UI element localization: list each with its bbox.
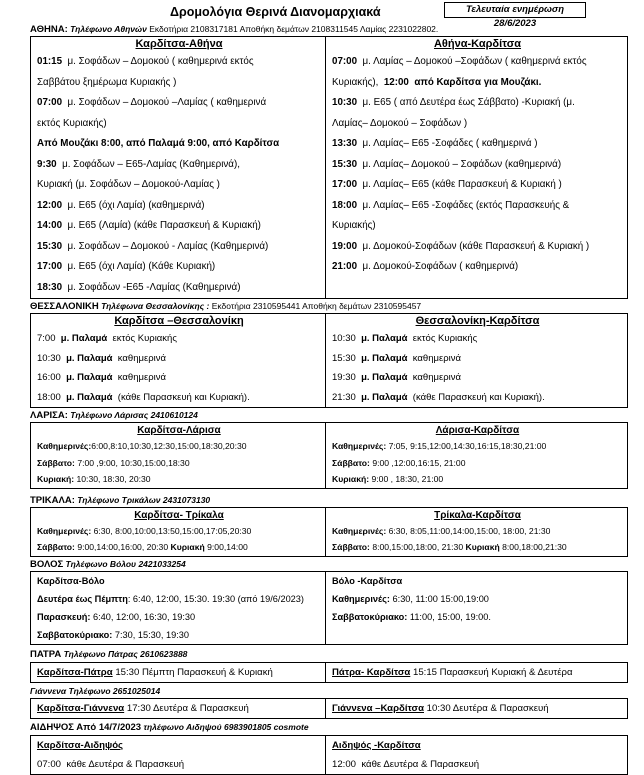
- route-row: 18:00 μ. Λαμίας– Ε65 -Σοφάδες (εκτός Παρασκευής &: [332, 199, 570, 211]
- athens-table: [30, 36, 628, 299]
- route-row: Από Μουζάκι 8:00, από Παλαμά 9:00, από Καρδίτσα: [37, 138, 280, 149]
- route-row: 10:30 μ. Ε65 ( από Δευτέρα έως Σάββατο) -Κυριακή (μ.: [332, 97, 575, 108]
- larisa-out-title: Καρδίτσα-Λάρισα: [137, 425, 221, 436]
- route-row: Σάββατο: 9:00 ,12:00,16:15, 21:00: [332, 457, 466, 468]
- trikala-table: [30, 507, 628, 557]
- route-row: Καθημερινές: 7:05, 9:15,12:00,14:30,16:15,18:30,21:00: [332, 441, 547, 451]
- larisa-table: [30, 422, 628, 489]
- route-row: Δευτέρα έως Πέμπτη: 6:40, 12:00, 15:30. 19:30 (από 19/6/2023): [37, 593, 304, 604]
- patra-out: Καρδίτσα-Πάτρα 15:30 Πέμπτη Παρασκευή & Κυριακή: [31, 662, 326, 682]
- route-row: 21:30 μ. Παλαμά (κάθε Παρασκευή και Κυριακή).: [332, 391, 545, 403]
- patra-in: Πάτρα- Καρδίτσα 15:15 Παρασκευή Κυριακή & Δευτέρα: [326, 662, 628, 682]
- athens-out-title: Καρδίτσα-Αθήνα: [135, 38, 223, 50]
- aidipsos-section-header: ΑΙΔΗΨΟΣ Από 14/7/2023 τηλέφωνο Αιδηψού 6983901805 cosmote: [30, 721, 309, 733]
- athens-section-header: [30, 22, 628, 36]
- aidipsos-in-title: Αιδηψός -Καρδίτσα: [332, 739, 421, 751]
- route-row: Λαμίας– Δομοκού – Σοφάδων ): [332, 117, 468, 129]
- aidipsos-table: [30, 735, 628, 775]
- thess-section-header: ΘΕΣΣΑΛΟΝΙΚΗ Τηλέφωνα Θεσσαλονίκης : Εκδοτήρια 2310595441 Αποθήκη δεμάτων 2310595457: [30, 301, 422, 312]
- route-row: 01:15 μ. Σοφάδων – Δομοκού ( καθημερινά εκτός: [37, 56, 254, 67]
- volos-in-title: Βόλο -Καρδίτσα: [332, 575, 403, 586]
- route-row: Καθημερινές: 6:30, 8:05,11:00,14:00,15:00, 18:00, 21:30: [332, 525, 551, 536]
- route-row: Κυριακή: 9:00 , 18:30, 21:00: [332, 474, 444, 484]
- larisa-in-title: Λάρισα-Καρδίτσα: [435, 425, 520, 436]
- route-row: Σάββατο: 8:00,15:00,18:00, 21:30 Κυριακή 8:00,18:00,21:30: [332, 542, 567, 552]
- route-row: 7:00 μ. Παλαμά εκτός Κυριακής: [37, 333, 177, 344]
- giannena-out: Καρδίτσα-Γιάννενα 17:30 Δευτέρα & Παρασκευή: [31, 698, 326, 718]
- thess-table: [30, 313, 628, 408]
- aidipsos-out-title: Καρδίτσα-Αιδηψός: [37, 739, 124, 751]
- route-row: Καθημερινές:6:00,8:10,10:30,12:30,15:00,18:30,20:30: [37, 441, 247, 451]
- route-row: 18:30 μ. Σοφάδων -Ε65 -Λαμίας (Καθημερινά): [37, 281, 241, 293]
- route-row: Σάββατο: 9:00,14:00,16:00, 20:30 Κυριακή 9:00,14:00: [37, 542, 248, 552]
- volos-out-title: Καρδίτσα-Βόλο: [37, 575, 105, 586]
- route-row: 14:00 μ. Ε65 (Λαμία) (κάθε Παρασκευή & Κυριακή): [37, 220, 261, 231]
- thess-out-title: Καρδίτσα –Θεσσαλονίκη: [114, 315, 244, 327]
- route-row: Καθημερινές: 6:30, 11:00 15:00,19:00: [332, 593, 489, 604]
- route-row: 17:00 μ. Λαμίας– Ε65 (κάθε Παρασκευή & Κυριακή ): [332, 179, 562, 190]
- route-row: 17:00 μ. Ε65 (όχι Λαμία) (Κάθε Κυριακή): [37, 261, 216, 272]
- route-row: 21:00 μ. Δομοκού-Σοφάδων ( καθημερινά): [332, 261, 519, 272]
- route-row: Σαββάτου ξημέρωμα Κυριακής ): [37, 76, 177, 88]
- route-row: 07:00 μ. Λαμίας – Δομοκού –Σοφάδων ( καθημερινά εκτός: [332, 56, 587, 67]
- page-title: Δρομολόγια Θερινά Διανομαρχιακά: [170, 5, 381, 19]
- route-row: 18:00 μ. Παλαμά (κάθε Παρασκευή και Κυριακή).: [37, 391, 250, 403]
- route-row: Παρασκευή: 6:40, 12:00, 16:30, 19:30: [37, 611, 196, 622]
- route-row: 10:30 μ. Παλαμά εκτός Κυριακής: [332, 333, 478, 344]
- trikala-in-title: Τρίκαλα-Καρδίτσα: [434, 509, 521, 521]
- trikala-out-title: Καρδίτσα- Τρίκαλα: [134, 509, 224, 521]
- route-row: Κυριακής), 12:00 από Καρδίτσα για Μουζάκι.: [332, 76, 542, 88]
- route-row: 07:00 κάθε Δευτέρα & Παρασκευή: [37, 758, 185, 770]
- giannena-table: [30, 698, 628, 719]
- giannena-section-header: Γιάννενα Τηλέφωνο 2651025014: [30, 685, 161, 696]
- volos-section-header: ΒΟΛΟΣ Τηλέφωνο Βόλου 2421033254: [30, 558, 186, 570]
- route-row: 12:00 μ. Ε65 (όχι Λαμία) (καθημερινά): [37, 199, 205, 211]
- route-row: 15:30 μ. Σοφάδων – Δομοκού - Λαμίας (Καθημερινά): [37, 240, 269, 252]
- thess-in-title: Θεσσαλονίκη-Καρδίτσα: [415, 315, 540, 327]
- athens-phone-label: Τηλέφωνο Αθηνών: [70, 24, 147, 34]
- route-row: Σαββατοκύριακο: 7:30, 15:30, 19:30: [37, 629, 189, 640]
- larisa-section-header: ΛΑΡΙΣΑ: Τηλέφωνο Λάρισας 2410610124: [30, 410, 198, 421]
- route-row: Καθημερινές: 6:30, 8:00,10:00,13:50,15:00,17:05,20:30: [37, 525, 252, 536]
- route-row: 15:30 μ. Παλαμά καθημερινά: [332, 352, 461, 364]
- patra-section-header: ΠΑΤΡΑ Τηλέφωνο Πάτρας 2610623888: [30, 648, 188, 660]
- athens-city: ΑΘΗΝΑ:: [30, 24, 68, 35]
- route-row: Κυριακή: 10:30, 18:30, 20:30: [37, 474, 151, 484]
- volos-table: [30, 571, 628, 645]
- route-row: Κυριακή (μ. Σοφάδων – Δομοκού-Λαμίας ): [37, 179, 220, 190]
- route-row: 19:00 μ. Δομοκού-Σοφάδων (κάθε Παρασκευή & Κυριακή ): [332, 240, 590, 252]
- athens-phones: Εκδοτήρια 2108317181 Αποθήκη δεμάτων 2108311545 Λαμίας 2231022802.: [149, 24, 439, 34]
- route-row: 19:30 μ. Παλαμά καθημερινά: [332, 372, 461, 383]
- last-updated-box: Τελευταία ενημέρωση 28/6/2023: [444, 2, 586, 18]
- athens-in-title: Αθήνα-Καρδίτσα: [433, 38, 522, 50]
- giannena-in: Γιάννενα –Καρδίτσα 10:30 Δευτέρα & Παρασκευή: [326, 698, 628, 718]
- schedule-page: [30, 0, 628, 775]
- route-row: Σαββατοκύριακο: 11:00, 15:00, 19:00.: [332, 611, 491, 622]
- route-row: 12:00 κάθε Δευτέρα & Παρασκευή: [332, 758, 480, 770]
- route-row: 07:00 μ. Σοφάδων – Δομοκού –Λαμίας ( καθημερινά: [37, 97, 267, 108]
- route-row: 15:30 μ. Λαμίας– Δομοκού – Σοφάδων (καθημερινά): [332, 158, 562, 170]
- patra-table: [30, 662, 628, 683]
- route-row: εκτός Κυριακής): [37, 117, 107, 129]
- route-row: Κυριακής): [332, 220, 376, 231]
- route-row: 16:00 μ. Παλαμά καθημερινά: [37, 372, 166, 383]
- route-row: 13:30 μ. Λαμίας– Ε65 -Σοφάδες ( καθημερινά ): [332, 138, 538, 149]
- trikala-section-header: ΤΡΙΚΑΛΑ: Τηλέφωνο Τρικάλων 2431073130: [30, 494, 211, 506]
- route-row: 9:30 μ. Σοφάδων – Ε65-Λαμίας (Καθημερινά),: [37, 158, 240, 170]
- route-row: 10:30 μ. Παλαμά καθημερινά: [37, 352, 166, 364]
- route-row: Σάββατο: 7:00 ,9:00, 10:30,15:00,18:30: [37, 457, 190, 468]
